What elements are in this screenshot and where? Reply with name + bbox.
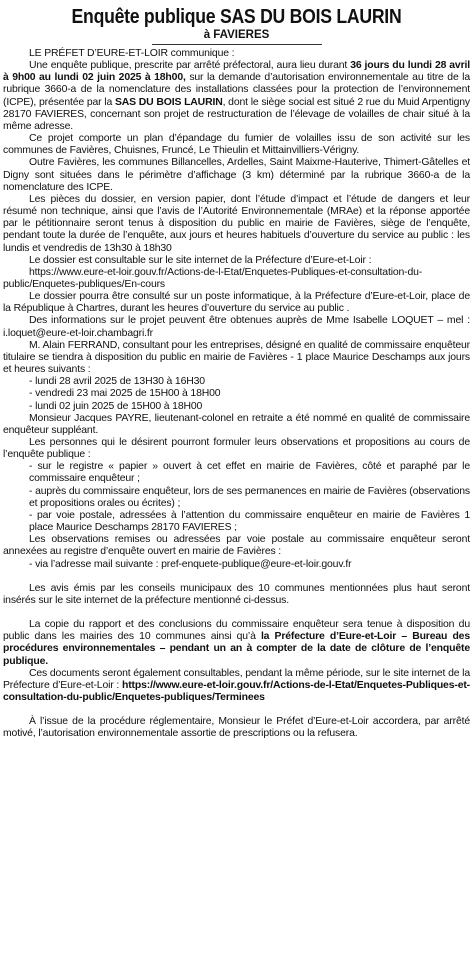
observation-mail: - via l’adresse mail suivante : pref-enquete-publique@eure-et-loir.gouv.fr — [29, 558, 352, 570]
paragraph-projet: Ce projet comporte un plan d’épandage du fumier de volailles issu de son activité sur les communes de Favières, Chuisnes, Fruncé, Le Thieulin et Mittainvilliers-Vérigny. — [3, 133, 470, 157]
paragraph-prefet — [3, 48, 470, 60]
prefet-text: LE PRÉFET D’EURE-ET-LOIR communique : — [29, 48, 235, 59]
permanence-date-3: - lundi 02 juin 2025 de 15H00 à 18H00 — [29, 400, 203, 412]
paragraph-pieces: Les pièces du dossier, en version papier, dont l’étude d’impact et l’étude de dangers et leur résumé non technique, ainsi que l’avis de l’Autorité Environnementale (MRAe) et la réponse apportée par le pétitionnaire seront tenus à disposition du public en mairie de Favières, siège de l’enquête, pendant toute la durée de l’enquête, aux jours et heures habituels d’ouverture du service au public : les lundis et vendredis de 13h30 à 18h30 — [3, 193, 470, 254]
link-site-en-cours[interactable]: https://www.eure-et-loir.gouv.fr/Actions-de-l-Etat/Enquetes-Publiques-et-consultation-du-public/Enquetes-publiques/En-cours — [3, 266, 423, 290]
paragraph-poste: Le dossier pourra être consulté sur un poste informatique, à la Préfecture d’Eure-et-Loir, place de la République à Chartres, durant les heures d’ouverture du service au public . — [3, 291, 470, 315]
company-name: SAS DU BOIS LAURIN — [114, 96, 223, 108]
paragraph-annexees: Les observations remises ou adressées par voie postale au commissaire enquêteur seront annexées au registre d’enquête ouvert en mairie de Favières : — [3, 534, 470, 558]
permanence-date-1: - lundi 28 avril 2025 de 13H30 à 16H30 — [29, 376, 205, 388]
notice-subtitle: à FAVIERES — [203, 29, 270, 41]
notice-body — [3, 48, 470, 740]
paragraph-informations: Des informations sur le projet peuvent être obtenues auprès de Mme Isabelle LOQUET – mel : i.loquet@eure-et-loir.chambagri.fr — [3, 315, 470, 339]
spacer — [3, 571, 470, 583]
observation-postale: - par voie postale, adressées à l’attention du commissaire enquêteur en mairie de Favières 1 place Maurice Deschamps 28170 FAVIERES ; — [29, 509, 470, 534]
enquete-dates: 36 jours du lundi 28 avril à 9h00 au lundi 02 juin 2025 à 18h00, — [3, 60, 470, 84]
spacer — [3, 704, 470, 716]
rapport-bold: la Préfecture d’Eure-et-Loir – Bureau des procédures environnementales – pendant un an à compter de la date de clôture de l’enquête publique. — [3, 631, 470, 667]
rapport-text: La copie du rapport et des conclusions du commissaire enquêteur sera tenue à disposition du public dans les mairies des 10 communes ainsi qu’à — [3, 619, 470, 643]
paragraph-rapport — [3, 619, 470, 668]
paragraph-consultables — [3, 668, 470, 704]
paragraph-avis: Les avis émis par les conseils municipaux des 10 communes mentionnées plus haut seront insérés sur le site internet de la préfecture mentionné ci-dessus. — [3, 582, 470, 606]
paragraph-enquete — [3, 60, 470, 133]
permanence-date-2: - vendredi 23 mai 2025 de 15H00 à 18H00 — [29, 388, 221, 400]
link-site-terminees[interactable]: https://www.eure-et-loir.gouv.fr/Actions-de-l-Etat/Enquetes-Publiques-et-consultation-du-public/Enquetes-publiques/Terminees — [3, 679, 470, 703]
title-divider — [152, 44, 322, 45]
paragraph-commissaire: M. Alain FERRAND, consultant pour les entreprises, désigné en qualité de commissaire enquêteur titulaire se tiendra à disposition du public en mairie de Favières - 1 place Maurice Deschamps aux jours et heures suivants : — [3, 339, 470, 376]
paragraph-communes: Outre Favières, les communes Billancelles, Ardelles, Saint Maixme-Hauterive, Thimert-Gâtelles et Digny sont situées dans le périmètre d’affichage (3 km) déterminé par la rubrique 3660-a de la nomenclature des ICPE. — [3, 157, 470, 193]
paragraph-site: Le dossier est consultable sur le site internet de la Préfecture d’Eure-et-Loir : — [29, 254, 372, 266]
spacer — [3, 607, 470, 619]
notice-title: Enquête publique SAS DU BOIS LAURIN — [71, 5, 402, 28]
paragraph-observations: Les personnes qui le désirent pourront formuler leurs observations et propositions au cours de l’enquête publique : — [3, 437, 470, 461]
enquete-text-2: sur la demande d’autorisation environnementale au titre de la rubrique 3660-a de la nomenclature des installations classées pour la protection de l’environnement (ICPE), présentée par la — [3, 72, 471, 108]
paragraph-issue: À l’issue de la procédure réglementaire, Monsieur le Préfet d’Eure-et-Loir accordera, par arrêté motivé, l’autorisation environnementale assortie de prescriptions ou la refusera. — [3, 716, 470, 740]
enquete-text-3: , dont le siège social est situé 2 rue du Muid Arpentigny 28170 FAVIERES, concernant son projet de restructuration de l’élevage de volailles de chair situé à la même adresse. — [3, 96, 470, 132]
enquete-text-1: Une enquête publique, prescrite par arrêté préfectoral, aura lieu durant — [29, 60, 351, 72]
observation-permanences: - auprès du commissaire enquêteur, lors de ses permanences en mairie de Favières (observations et propositions orales ou écrites) ; — [29, 485, 470, 509]
paragraph-suppleant: Monsieur Jacques PAYRE, lieutenant-colonel en retraite a été nommé en qualité de commissaire enquêteur suppléant. — [3, 412, 470, 436]
observation-registre: - sur le registre « papier » ouvert à cet effet en mairie de Favières, côté et paraphé par le commissaire enquêteur ; — [29, 461, 470, 485]
consultables-text: Ces documents seront également consultables, pendant la même période, sur le site internet de la Préfecture d’Eure-et-Loir : — [3, 667, 470, 691]
